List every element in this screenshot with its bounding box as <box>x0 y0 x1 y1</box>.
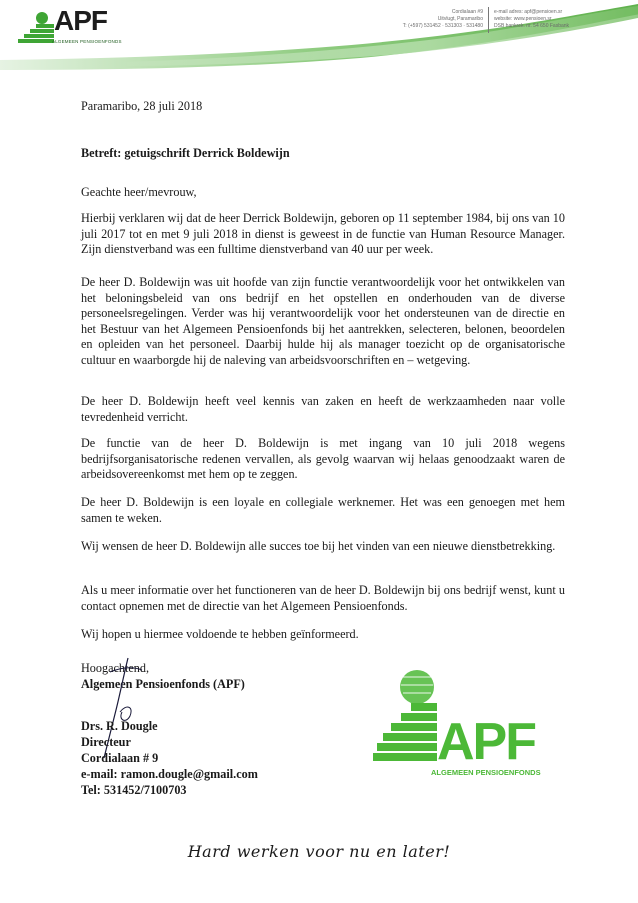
contact-line: website: www.pensioen.sr <box>494 16 552 22</box>
apf-logo-icon <box>16 10 54 46</box>
paragraph-performance: De heer D. Boldewijn heeft veel kennis van zaken en heeft de werkzaamheden naar volle tevredenheid verricht. <box>81 394 565 424</box>
salutation: Geachte heer/mevrouw, <box>81 185 197 199</box>
contact-line: Cordialaan #9 <box>451 9 483 15</box>
apf-company-stamp-icon <box>373 663 541 785</box>
signatory-phone: Tel: 531452/7100703 <box>81 783 187 797</box>
date-line: Paramaribo, 28 juli 2018 <box>81 99 203 113</box>
paragraph-wishes: Wij wensen de heer D. Boldewijn alle succes toe bij het vinden van een nieuwe dienstbetrekking. <box>81 539 556 553</box>
closing: Hoogachtend, <box>81 661 150 675</box>
stamp-subtitle: ALGEMEEN PENSIOENFONDS <box>431 768 541 777</box>
signatory-address: Cordialaan # 9 <box>81 751 159 765</box>
organization-name: Algemeen Pensioenfonds (APF) <box>81 677 245 691</box>
contact-line: T: (+597) 531452 · 531303 · 531480 <box>402 23 483 29</box>
contact-line: e-mail adres: apf@pensioen.sr <box>494 9 563 15</box>
signatory-email: e-mail: ramon.dougle@gmail.com <box>81 767 258 781</box>
subject-line: Betreft: getuigschrift Derrick Boldewijn <box>81 146 290 160</box>
paragraph-termination: De functie van de heer D. Boldewijn is met ingang van 10 juli 2018 wegens bedrijfsorganisatorische redenen vervallen, als gevolg waarvan wij helaas genoodzaakt waren de arbeidsovereenkomst met hem op te zeggen. <box>81 436 565 482</box>
letterhead-contact-online <box>494 9 634 30</box>
contact-line: DSB bankrek. nr. 54 650 Fasbank <box>494 23 570 29</box>
paragraph-contact: Als u meer informatie over het functioneren van de heer D. Boldewijn bij ons bedrijf wenst, kunt u contact opnemen met de directie van het Algemeen Pensioenfonds. <box>81 583 565 613</box>
paragraph-responsibilities: De heer D. Boldewijn was uit hoofde van zijn functie verantwoordelijk voor het ontwikkelen van het beloningsbeleid van ons bedrijf en het opstellen en onderhouden van de diverse personeelsregelingen. Verder was hij verantwoordelijk voor het ondersteunen van de directie en het Bestuur van het Algemeen Pensioenfonds bij het aantrekken, selecteren, belonen, beoordelen en opleiden van het personeel. Daarbij hulde hij als manager toezicht op de organisatorische cultuur en waarborgde hij de naleving van arbeidsvoorschriften en – wetgeving. <box>81 275 565 367</box>
signatory-title: Directeur <box>81 735 131 749</box>
paragraph-employment: Hierbij verklaren wij dat de heer Derrick Boldewijn, geboren op 11 september 1984, bij ons van 10 juli 2017 tot en met 9 juli 2018 in dienst is geweest in de functie van Human Resource Manager. Zijn dienstverband was een fulltime dienstverband van 40 uur per week. <box>81 211 565 257</box>
letterhead-contact-address <box>375 9 483 30</box>
stamp-text: APF <box>437 713 535 771</box>
paragraph-closing-note: Wij hopen u hiermee voldoende te hebben geïnformeerd. <box>81 627 359 641</box>
signatory-name: Drs. R. Dougle <box>81 719 158 733</box>
slogan: Hard werken voor nu en later! <box>187 842 451 861</box>
apf-logo-text: APF <box>54 5 107 36</box>
paragraph-character: De heer D. Boldewijn is een loyale en collegiale werknemer. Het was een genoegen met hem samen te weken. <box>81 495 565 525</box>
contact-divider <box>488 7 489 33</box>
contact-line: Uitvlugt, Paramaribo <box>437 16 483 22</box>
apf-logo-subtitle: ALGEMEEN PENSIOENFONDS <box>52 39 122 44</box>
